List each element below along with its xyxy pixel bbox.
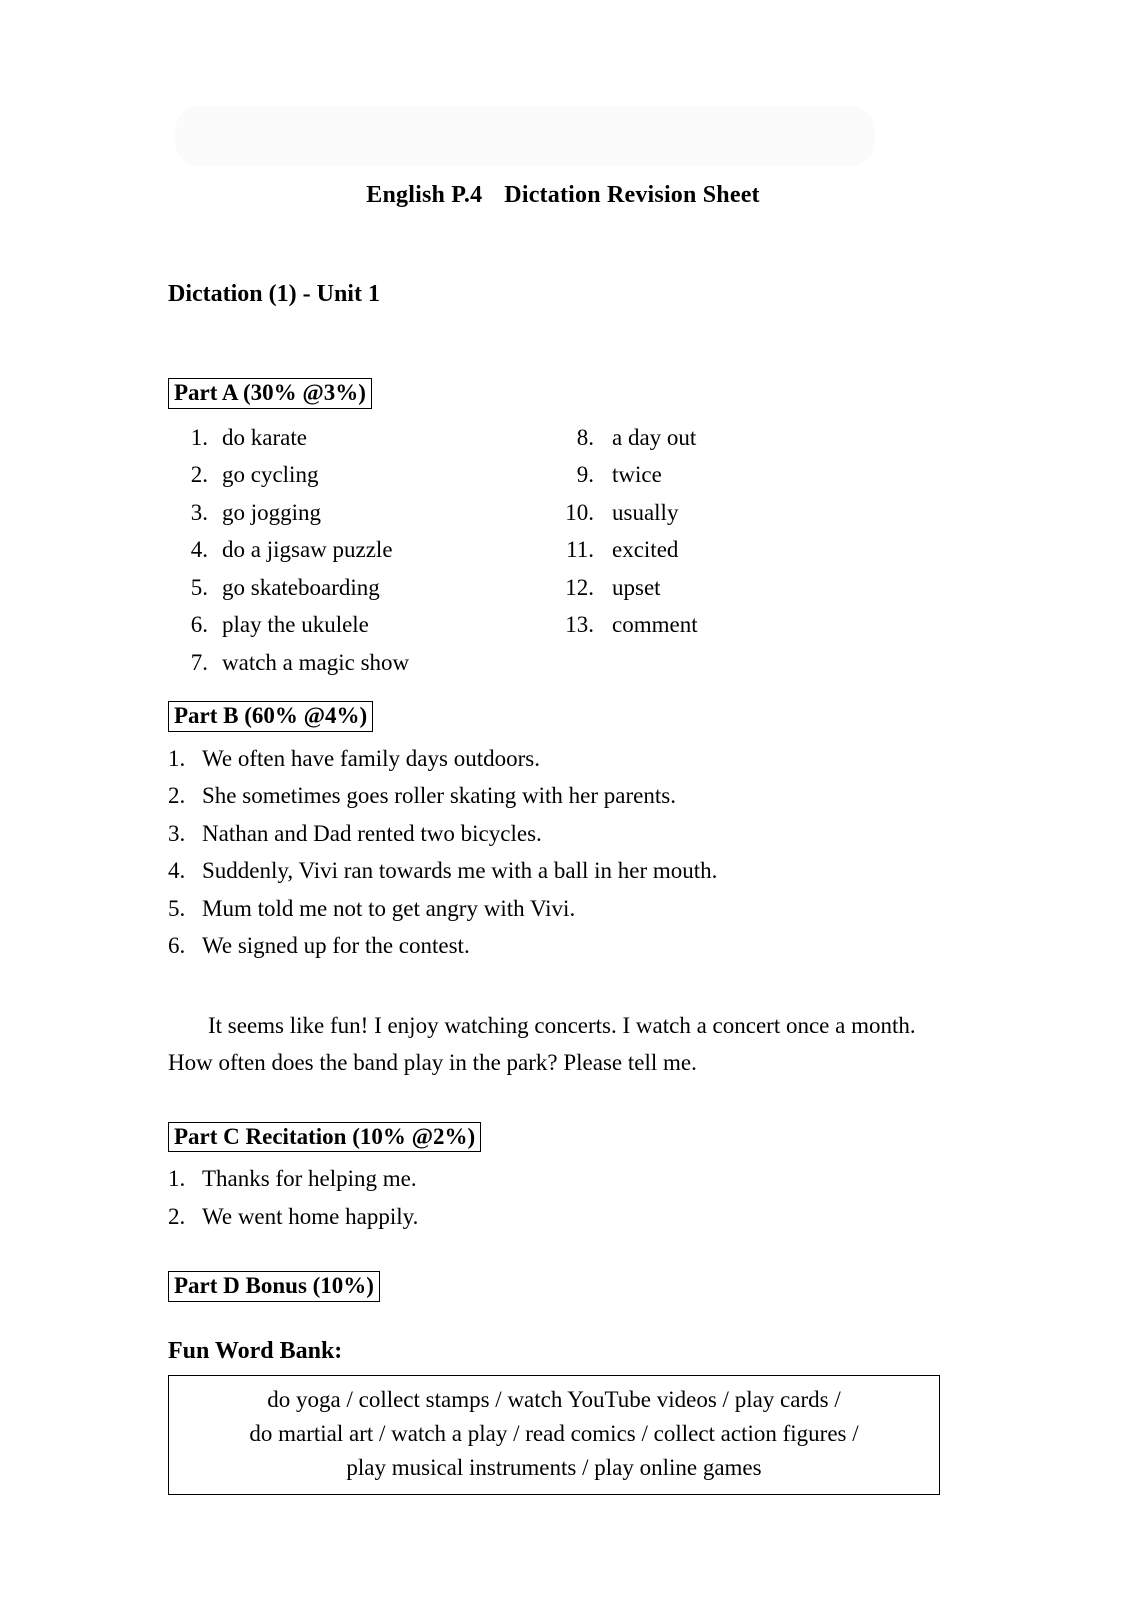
item-text: usually [612,499,679,525]
item-number: 5. [168,895,186,921]
part-b-heading: Part B (60% @4%) [168,701,373,732]
page-title-sub: Dictation Revision Sheet [504,182,760,208]
list-item [560,531,920,569]
item-number: 11. [566,537,594,563]
part-d-heading: Part D Bonus (10%) [168,1271,380,1302]
list-item [560,456,920,494]
part-b-list [168,740,958,965]
item-text: excited [612,537,679,563]
item-text: comment [612,612,698,638]
item-text: go jogging [222,499,322,525]
item-number: 2. [190,462,208,488]
item-text: Suddenly, Vivi ran towards me with a ball in her mouth. [202,858,718,883]
word-bank-line: play musical instruments / play online games [346,1455,762,1480]
list-item [174,644,554,682]
item-text: do a jigsaw puzzle [222,537,393,563]
item-number: 10. [565,499,594,525]
list-item [168,1198,958,1236]
list-item [560,569,920,607]
item-number: 6. [190,612,208,638]
item-text: Mum told me not to get angry with Vivi. [202,895,576,921]
word-bank-line: do yoga / collect stamps / watch YouTube videos / play cards / [267,1387,841,1412]
list-item [168,927,958,965]
item-number: 8. [576,424,594,450]
item-text: We signed up for the contest. [202,933,470,958]
item-text: go skateboarding [222,574,380,600]
part-c-heading: Part C Recitation (10% @2%) [168,1122,481,1153]
item-text: a day out [612,424,697,450]
item-text: Nathan and Dad rented two bicycles. [202,820,542,846]
part-a-right-column [560,419,920,644]
item-number: 2. [168,783,186,808]
item-text: We often have family days outdoors. [202,745,540,771]
item-number: 1. [190,424,208,450]
item-number: 4. [168,858,186,883]
list-item [560,606,920,644]
list-item [174,494,554,532]
item-number: 13. [565,612,594,638]
document-body [168,0,958,1495]
item-number: 3. [190,499,208,525]
list-item [174,569,554,607]
list-item [168,1160,958,1198]
item-text: Thanks for helping me. [202,1166,417,1192]
page-title-main: English P.4 [366,182,483,208]
word-bank-label: Fun Word Bank: [168,1338,343,1364]
item-text: twice [612,462,662,488]
word-bank-box [168,1375,940,1495]
item-number: 3. [168,820,186,846]
item-text: go cycling [222,462,319,488]
item-text: do karate [222,424,307,450]
item-text: We went home happily. [202,1203,419,1229]
section-heading: Dictation (1) - Unit 1 [168,281,380,307]
list-item [560,419,920,457]
list-item [168,852,958,890]
item-text: upset [612,574,661,600]
part-a-right-list [560,419,920,644]
page-title [168,182,958,209]
list-item [174,456,554,494]
list-item [168,890,958,928]
part-a-left-list [174,419,554,682]
item-number: 6. [168,933,186,958]
list-item [174,606,554,644]
item-number: 2. [168,1203,186,1229]
part-a-section [168,378,958,677]
item-number: 4. [190,537,208,563]
part-a-columns [168,419,958,677]
list-item [560,494,920,532]
part-b-paragraph: It seems like fun! I enjoy watching concerts. I watch a concert once a month. How often does the band play in the park? Please tell me. [168,1012,916,1075]
word-bank-line: do martial art / watch a play / read comics / collect action figures / [249,1421,859,1446]
part-b-section [168,701,958,1082]
item-number: 9. [576,462,594,488]
item-number: 1. [168,1166,186,1192]
list-item [174,531,554,569]
list-item [168,740,958,778]
part-a-left-column [174,419,554,682]
part-c-list [168,1160,958,1235]
part-d-section [168,1271,958,1495]
list-item [168,777,958,815]
list-item [168,815,958,853]
item-number: 12. [565,574,594,600]
item-text: She sometimes goes roller skating with her parents. [202,783,676,808]
list-item [174,419,554,457]
part-a-heading: Part A (30% @3%) [168,378,372,409]
item-number: 5. [190,574,208,600]
item-text: play the ukulele [222,612,369,638]
item-number: 1. [168,745,186,771]
item-number: 7. [190,649,208,675]
item-text: watch a magic show [222,649,410,675]
part-c-section [168,1122,958,1236]
